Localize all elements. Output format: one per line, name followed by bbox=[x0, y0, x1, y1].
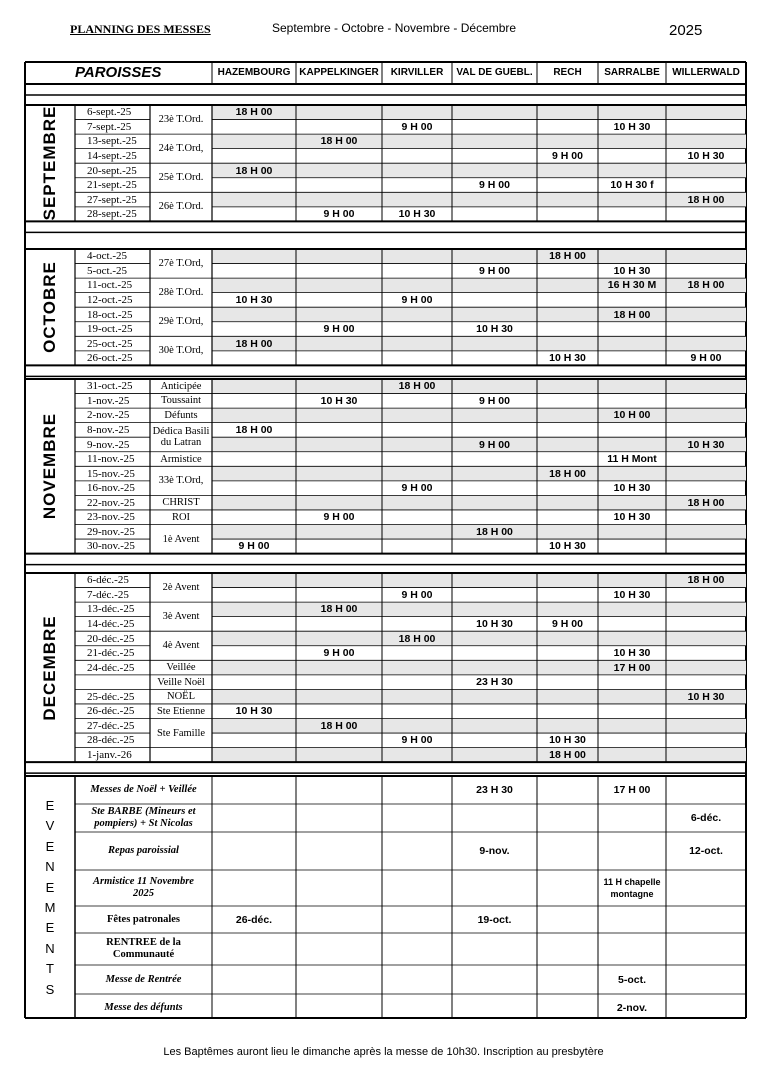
date-cell: 12-oct.-25 bbox=[87, 293, 133, 306]
mass-time: 10 H 30 bbox=[320, 394, 358, 407]
occasion-label: Toussaint bbox=[160, 395, 202, 407]
mass-time: 17 H 00 bbox=[613, 661, 651, 674]
date-cell: 27-déc.-25 bbox=[87, 719, 135, 732]
date-cell: 20-sept.-25 bbox=[87, 164, 137, 177]
date-cell: 18-oct.-25 bbox=[87, 308, 133, 321]
month-label: NOVEMBRE bbox=[40, 413, 59, 520]
mass-time: 9 H 00 bbox=[323, 647, 355, 660]
occasion-label: ROI bbox=[171, 511, 191, 523]
occasion-label: 26è T.Ord. bbox=[158, 201, 204, 213]
occasion-label: Armistice bbox=[160, 453, 202, 465]
event-value: 12-oct. bbox=[689, 845, 723, 857]
date-cell: 24-déc.-25 bbox=[87, 661, 135, 674]
date-cell: 7-sept.-25 bbox=[87, 120, 132, 133]
mass-time: 9 H 00 bbox=[401, 588, 433, 601]
event-value: 11 H chapelle montagne bbox=[603, 877, 661, 899]
mass-time: 10 H 30 bbox=[687, 690, 725, 703]
date-cell: 8-nov.-25 bbox=[87, 423, 130, 436]
date-cell: 1-janv.-26 bbox=[87, 748, 132, 761]
mass-time: 10 H 30 bbox=[613, 120, 651, 133]
mass-time: 18 H 00 bbox=[687, 279, 725, 292]
parish-header: HAZEMBOURG bbox=[217, 67, 291, 78]
mass-time: 9 H 00 bbox=[401, 293, 433, 306]
mass-time: 18 H 00 bbox=[320, 719, 358, 732]
event-value: 6-déc. bbox=[690, 812, 722, 824]
mass-time: 9 H 00 bbox=[238, 540, 270, 553]
date-cell: 28-déc.-25 bbox=[87, 734, 135, 747]
date-cell: 19-oct.-25 bbox=[87, 323, 133, 336]
date-cell: 21-déc.-25 bbox=[87, 647, 135, 660]
occasion-label: Défunts bbox=[164, 409, 198, 421]
mass-time: 10 H 30 bbox=[235, 705, 273, 718]
paroisses-header: PAROISSES bbox=[75, 64, 162, 81]
year-label: 2025 bbox=[669, 22, 703, 39]
occasion-label: CHRIST bbox=[162, 497, 200, 509]
event-name: Ste BARBE (Mineurs et pompiers) + St Nicolas bbox=[91, 806, 196, 829]
event-name: Messe de Rentrée bbox=[105, 973, 182, 985]
page-title: PLANNING DES MESSES bbox=[70, 22, 211, 36]
date-cell: 6-sept.-25 bbox=[87, 106, 132, 119]
footer-note: Les Baptêmes auront lieu le dimanche après la messe de 10h30. Inscription au presbytère bbox=[163, 1046, 604, 1058]
date-cell: 26-déc.-25 bbox=[87, 705, 135, 718]
mass-time: 16 H 30 M bbox=[607, 279, 657, 292]
date-cell: 6-déc.-25 bbox=[87, 574, 129, 587]
mass-time: 10 H 30 bbox=[476, 323, 513, 336]
date-cell: 13-sept.-25 bbox=[87, 135, 137, 148]
month-label: OCTOBRE bbox=[40, 261, 59, 354]
mass-time: 18 H 00 bbox=[549, 250, 586, 263]
mass-time: 9 H 00 bbox=[401, 734, 433, 747]
event-value: 26-déc. bbox=[235, 913, 273, 926]
mass-time: 18 H 00 bbox=[320, 135, 358, 148]
mass-time: 10 H 30 bbox=[613, 482, 651, 495]
mass-time: 18 H 00 bbox=[613, 308, 651, 321]
date-cell: 2-nov.-25 bbox=[87, 409, 130, 422]
date-cell: 14-déc.-25 bbox=[87, 617, 135, 630]
events-label: E V E N E M E N T S bbox=[44, 798, 56, 997]
mass-time: 18 H 00 bbox=[235, 106, 273, 119]
mass-time: 9 H 00 bbox=[401, 482, 433, 495]
date-cell: 28-sept.-25 bbox=[87, 208, 137, 221]
mass-time: 9 H 00 bbox=[479, 264, 510, 277]
event-name: Fêtes patronales bbox=[106, 913, 180, 925]
date-cell: 11-nov.-25 bbox=[87, 453, 135, 466]
occasion-label: 23è T.Ord. bbox=[158, 114, 204, 126]
parish-header: WILLERWALD bbox=[672, 67, 740, 78]
mass-time: 10 H 30 f bbox=[610, 179, 654, 192]
event-name: Messe des défunts bbox=[104, 1001, 183, 1013]
mass-time: 9 H 00 bbox=[552, 149, 583, 162]
occasion-label: Dédica Basili du Latran bbox=[152, 426, 210, 449]
mass-time: 18 H 00 bbox=[320, 603, 358, 616]
mass-time: 10 H 30 bbox=[613, 264, 651, 277]
event-value: 23 H 30 bbox=[476, 784, 513, 796]
occasion-label: NOËL bbox=[167, 691, 195, 703]
mass-time: 10 H 30 bbox=[613, 647, 651, 660]
event-value: 5-oct. bbox=[617, 973, 646, 986]
occasion-label: 33è T.Ord, bbox=[158, 475, 204, 487]
date-cell: 5-oct.-25 bbox=[87, 264, 128, 277]
date-cell: 26-oct.-25 bbox=[87, 352, 133, 365]
event-name: RENTREE de la Communauté bbox=[106, 937, 181, 960]
mass-time: 10 H 30 bbox=[549, 540, 586, 553]
date-cell: 16-nov.-25 bbox=[87, 482, 135, 495]
mass-time: 18 H 00 bbox=[687, 574, 725, 587]
event-value: 2-nov. bbox=[616, 1001, 648, 1014]
parish-header: KAPPELKINGER bbox=[299, 67, 379, 78]
mass-time: 9 H 00 bbox=[401, 120, 433, 133]
mass-time: 23 H 30 bbox=[476, 676, 513, 689]
occasion-label: 28è T.Ord. bbox=[158, 287, 204, 299]
mass-time: 10 H 30 bbox=[549, 352, 586, 365]
mass-time: 9 H 00 bbox=[479, 394, 510, 407]
date-cell: 31-oct.-25 bbox=[87, 380, 133, 393]
occasion-label: 30è T.Ord, bbox=[158, 345, 204, 357]
date-cell: 14-sept.-25 bbox=[87, 149, 137, 162]
occasion-label: Veille Noël bbox=[157, 676, 205, 688]
occasion-label: 27è T.Ord, bbox=[158, 258, 204, 270]
mass-time: 18 H 00 bbox=[687, 193, 725, 206]
mass-time: 9 H 00 bbox=[323, 323, 355, 336]
occasion-label: 4è Avent bbox=[162, 640, 200, 652]
occasion-label: 25è T.Ord. bbox=[158, 172, 204, 184]
mass-time: 18 H 00 bbox=[398, 632, 436, 645]
mass-time: 18 H 00 bbox=[235, 164, 273, 177]
occasion-label: 3è Avent bbox=[162, 611, 200, 623]
date-cell: 1-nov.-25 bbox=[87, 394, 130, 407]
mass-time: 10 H 30 bbox=[235, 293, 273, 306]
mass-time: 18 H 00 bbox=[549, 748, 586, 761]
mass-time: 10 H 00 bbox=[613, 409, 651, 422]
event-name: Repas paroissial bbox=[108, 845, 179, 856]
mass-time: 9 H 00 bbox=[323, 208, 355, 221]
parish-header: VAL DE GUEBL. bbox=[456, 67, 533, 78]
date-cell: 7-déc.-25 bbox=[87, 588, 129, 601]
parish-header: RECH bbox=[553, 67, 582, 78]
parish-header: KIRVILLER bbox=[390, 67, 444, 78]
period-label: Septembre - Octobre - Novembre - Décembre bbox=[272, 21, 517, 35]
event-name: Messes de Noël + Veillée bbox=[90, 784, 197, 795]
occasion-label: Ste Famille bbox=[156, 727, 206, 739]
occasion-label: Anticipée bbox=[160, 380, 202, 392]
date-cell: 15-nov.-25 bbox=[87, 467, 135, 480]
occasion-label: 2è Avent bbox=[162, 582, 200, 594]
date-cell: 27-sept.-25 bbox=[87, 193, 137, 206]
occasion-label: Ste Etienne bbox=[156, 705, 206, 717]
mass-time: 10 H 30 bbox=[398, 208, 436, 221]
mass-time: 10 H 30 bbox=[687, 438, 725, 451]
mass-time: 18 H 00 bbox=[235, 337, 273, 350]
mass-time: 10 H 30 bbox=[476, 617, 513, 630]
date-cell: 22-nov.-25 bbox=[87, 496, 135, 509]
month-label: SEPTEMBRE bbox=[40, 105, 59, 221]
occasion-label: 24è T.Ord, bbox=[158, 143, 204, 155]
mass-time: 18 H 00 bbox=[687, 496, 725, 509]
mass-time: 10 H 30 bbox=[549, 734, 586, 747]
date-cell: 29-nov.-25 bbox=[87, 525, 135, 538]
event-name: Armistice 11 Novembre 2025 bbox=[93, 876, 194, 899]
date-cell: 9-nov.-25 bbox=[87, 438, 130, 451]
occasion-label: Veillée bbox=[166, 662, 196, 674]
date-cell: 30-nov.-25 bbox=[87, 540, 135, 553]
mass-time: 18 H 00 bbox=[398, 380, 436, 393]
date-cell: 11-oct.-25 bbox=[87, 279, 133, 292]
date-cell: 4-oct.-25 bbox=[87, 250, 128, 263]
mass-time: 18 H 00 bbox=[235, 423, 273, 436]
date-cell: 23-nov.-25 bbox=[87, 511, 135, 524]
month-label: DECEMBRE bbox=[40, 614, 59, 721]
date-cell: 20-déc.-25 bbox=[87, 632, 135, 645]
mass-time: 18 H 00 bbox=[476, 525, 513, 538]
date-cell: 13-déc.-25 bbox=[87, 603, 135, 616]
mass-time: 9 H 00 bbox=[690, 352, 722, 365]
mass-time: 10 H 30 bbox=[687, 149, 725, 162]
date-cell: 21-sept.-25 bbox=[87, 179, 137, 192]
occasion-label: 29è T.Ord, bbox=[158, 316, 204, 328]
event-value: 9-nov. bbox=[479, 845, 510, 857]
mass-time: 18 H 00 bbox=[549, 467, 586, 480]
mass-time: 9 H 00 bbox=[479, 438, 510, 451]
mass-time: 9 H 00 bbox=[552, 617, 583, 630]
mass-time: 9 H 00 bbox=[323, 511, 355, 524]
event-value: 19-oct. bbox=[477, 913, 512, 926]
mass-time: 9 H 00 bbox=[479, 179, 510, 192]
mass-time: 11 H Mont bbox=[607, 453, 657, 466]
mass-time: 10 H 30 bbox=[613, 511, 651, 524]
parish-header: SARRALBE bbox=[604, 67, 660, 78]
event-value: 17 H 00 bbox=[613, 784, 651, 796]
date-cell: 25-oct.-25 bbox=[87, 337, 133, 350]
occasion-label: 1è Avent bbox=[162, 533, 200, 545]
mass-time: 10 H 30 bbox=[613, 588, 651, 601]
date-cell: 25-déc.-25 bbox=[87, 690, 135, 703]
